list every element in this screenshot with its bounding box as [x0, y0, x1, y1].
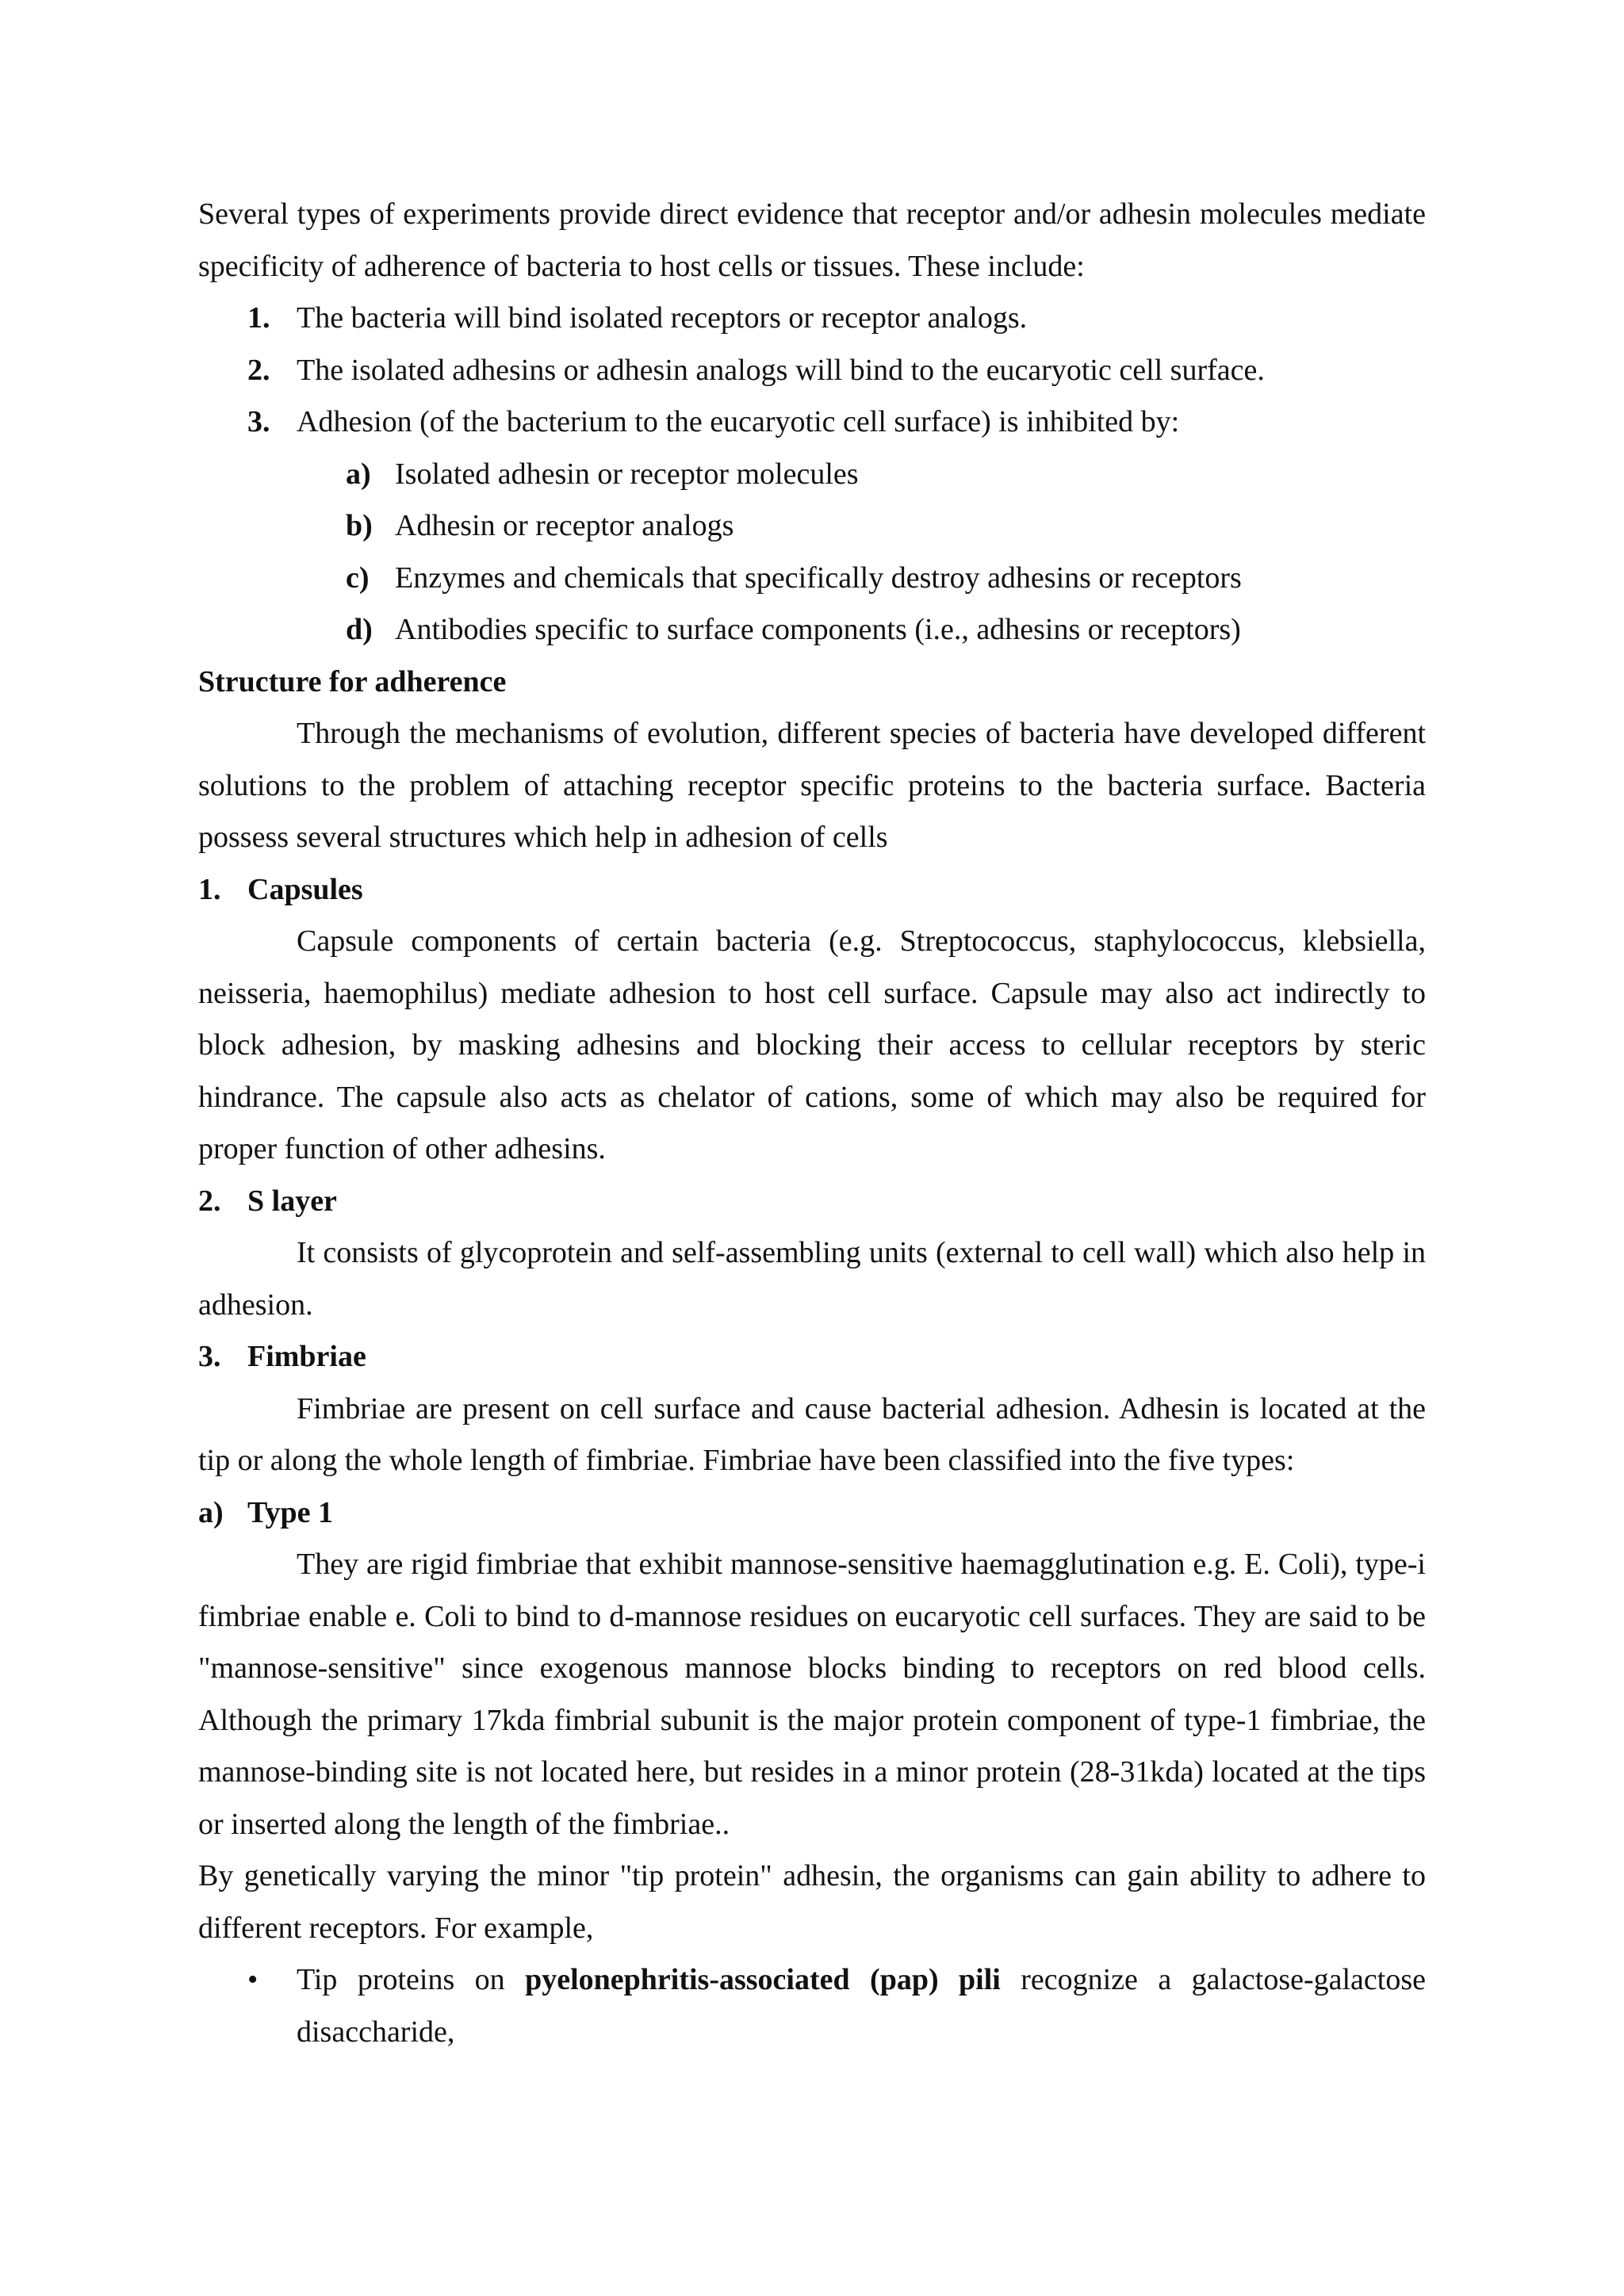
list-item [198, 345, 1426, 397]
section-heading-structure: Structure for adherence [198, 664, 507, 698]
list-number: 2. [247, 353, 270, 387]
list-item [198, 293, 1426, 345]
list-text: Adhesin or receptor analogs [395, 509, 734, 542]
section-heading-capsules [198, 864, 1426, 916]
list-letter: c) [346, 561, 370, 595]
list-letter: b) [346, 509, 373, 542]
section-title: Fimbriae [247, 1340, 366, 1373]
list-text: The isolated adhesins or adhesin analogs will bind to the eucaryotic cell surface. [297, 353, 1265, 387]
s-layer-paragraph: It consists of glycoprotein and self-assembling units (external to cell wall) which also help in adhesion. [198, 1236, 1426, 1322]
bullet-text [297, 1954, 1426, 2058]
type1-paragraph-2: By genetically varying the minor "tip protein" adhesin, the organisms can gain ability to adhere to different receptors. For example, [198, 1859, 1426, 1945]
section-title: S layer [247, 1184, 337, 1218]
section-number: 2. [198, 1184, 221, 1218]
list-text: Isolated adhesin or receptor molecules [395, 457, 859, 491]
list-item [198, 604, 1426, 656]
bullet-text-pre: Tip proteins on [297, 1963, 526, 1996]
bullet-list-item [198, 1954, 1426, 2058]
section-title: Type 1 [247, 1495, 334, 1529]
bullet-icon: • [247, 1963, 259, 1996]
fimbriae-paragraph: Fimbriae are present on cell surface and cause bacterial adhesion. Adhesin is located at the tip or along the whole length of fimbriae. Fimbriae have been classified into the five types: [198, 1391, 1426, 1477]
list-letter: d) [346, 613, 373, 646]
intro-paragraph: Several types of experiments provide direct evidence that receptor and/or adhesin molecules mediate specificity of adherence of bacteria to host cells or tissues. These include: [198, 197, 1426, 283]
list-text: Enzymes and chemicals that specifically destroy adhesins or receptors [395, 561, 1242, 595]
section-number: 3. [198, 1340, 221, 1373]
list-number: 3. [247, 405, 270, 438]
section-heading-type1 [198, 1487, 1426, 1540]
list-number: 1. [247, 301, 270, 335]
bullet-text-post: recognize a galactose-galactose disaccharide, [297, 1963, 1426, 2049]
section-title: Capsules [247, 872, 363, 906]
list-text: Adhesion (of the bacterium to the eucaryotic cell surface) is inhibited by: [297, 405, 1180, 438]
list-text: The bacteria will bind isolated receptors or receptor analogs. [297, 301, 1028, 335]
bullet-text-bold: pyelonephritis-associated (pap) pili [525, 1963, 1001, 1996]
capsules-paragraph: Capsule components of certain bacteria (e.g. Streptococcus, staphylococcus, klebsiella, neisseria, haemophilus) mediate adhesion to host cell surface. Capsule may also act indirectly to block adhesion, by masking adhesins and blocking their access to cellular receptors by steric hindrance. The capsule also acts as chelator of cations, some of which may also be required for proper function of other adhesins. [198, 924, 1426, 1165]
list-item [198, 553, 1426, 605]
section-heading-s-layer [198, 1176, 1426, 1228]
section-heading-fimbriae [198, 1331, 1426, 1383]
structure-paragraph: Through the mechanisms of evolution, different species of bacteria have developed different solutions to the problem of attaching receptor specific proteins to the bacteria surface. Bacteria possess several structures which help in adhesion of cells [198, 717, 1426, 854]
list-letter: a) [346, 457, 371, 491]
section-number: 1. [198, 872, 221, 906]
section-letter: a) [198, 1495, 224, 1529]
type1-paragraph: They are rigid fimbriae that exhibit mannose-sensitive haemagglutination e.g. E. Coli), type-i fimbriae enable e. Coli to bind to d-mannose residues on eucaryotic cell surfaces. They are said to be "mannose-sensitive" since exogenous mannose blocks binding to receptors on red blood cells. Although the primary 17kda fimbrial subunit is the major protein component of type-1 fimbriae, the mannose-binding site is not located here, but resides in a minor protein (28-31kda) located at the tips or inserted along the length of the fimbriae.. [198, 1548, 1426, 1841]
list-item [198, 396, 1426, 449]
list-item [198, 500, 1426, 553]
list-text: Antibodies specific to surface components (i.e., adhesins or receptors) [395, 613, 1241, 646]
evidence-list [198, 293, 1426, 449]
inhibition-sublist [198, 449, 1426, 656]
list-item [198, 449, 1426, 501]
